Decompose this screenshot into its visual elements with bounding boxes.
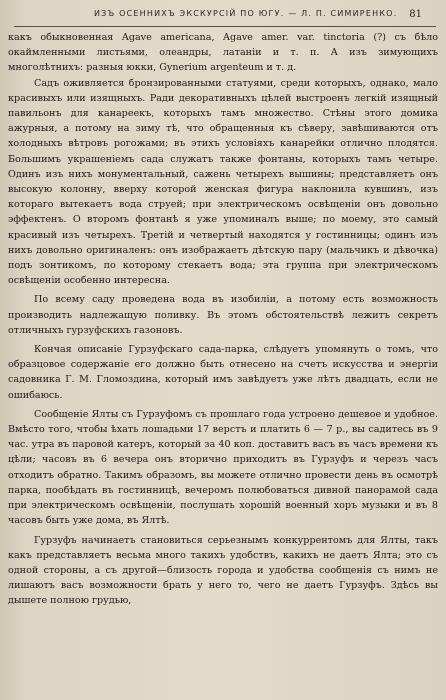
page-number: 81 bbox=[409, 9, 422, 20]
body-text bbox=[8, 30, 438, 696]
running-head: ИЗЪ ОСЕННИХЪ ЭКСКУРСІЙ ПО ЮГУ. — Л. П. СИМИРЕНКО. bbox=[94, 9, 398, 18]
paragraph-5: Сообщеніе Ялты съ Гурзуфомъ съ прошлаго года устроено дешевое и удобное. Вмѣсто того, чтобы ѣхать лошадьми 17 верстъ и платить 6 — 7 р., вы садитесь въ 9 час. утра въ паровой катеръ, который за 40 коп. доставитъ васъ въ часъ времени къ цѣли; часовъ въ 6 вечера онъ вторично приходитъ въ Гурзуфъ и черезъ часъ отходитъ обратно. Такимъ образомъ, вы можете отлично провести день въ осмотрѣ парка, пообѣдать въ гостинницѣ, вечеромъ полюбоваться дивной панорамой сада при электрическомъ освѣщеніи, послушать хорошій военный хоръ музыки и въ 8 часовъ быть уже дома, въ Ялтѣ. bbox=[8, 408, 438, 527]
paragraph-1: какъ обыкновенная Agave americana, Agave amer. var. tinctoria (?) съ бѣло окаймленными листьями, олеандры, латаніи и т. п. А изъ зимующихъ многолѣтнихъ: разныя юкки, Gynerium argenteum и т. д. bbox=[8, 32, 438, 74]
paragraph-4: Кончая описаніе Гурзуфскаго сада-парка, слѣдуетъ упомянуть о томъ, что образцовое содержаніе его должно быть отнесено на счетъ искусства и энергіи садовника Г. М. Гломоздина, который имъ завѣдуетъ уже лѣтъ двадцать, если не ошибаюсь. bbox=[8, 344, 438, 401]
page-header bbox=[14, 6, 436, 27]
paragraph-2: Садъ оживляется бронзированными статуями, среди которыхъ, однако, мало красивыхъ или изящныхъ. Ради декоративныхъ цѣлей выстроенъ легкій изящный павильонъ для канареекъ, которыхъ тамъ множество. Стѣны этого домика ажурныя, а потому на зиму тѣ, что обращенныя къ сѣверу, завѣшиваются отъ холодныхъ вѣтровъ рогожами; въ этихъ условіяхъ канарейки отлично плодятся. Большимъ украшеніемъ сада служатъ также фонтаны, которыхъ тамъ четыре. Одинъ изъ нихъ монументальный, сажень четырехъ вышины; представляетъ онъ высокую колонну, вверху которой женская фигура наклонила кувшинъ, изъ котораго вытекаетъ вода струей; при электрическомъ освѣщеніи онъ довольно эффектенъ. О второмъ фонтанѣ я уже упоминалъ выше; по моему, это самый красивый изъ четырехъ. Третій и четвертый находятся у гостинницы; одинъ изъ нихъ довольно оригиналенъ: онъ изображаетъ дѣтскую пару (мальчикъ и дѣвочка) подъ зонтикомъ, по которому стекаетъ вода; эта группа при электрическомъ освѣщеніи особенно интересна. bbox=[8, 77, 438, 287]
paragraph-6: Гурзуфъ начинаетъ становиться серьезнымъ конкуррентомъ для Ялты, такъ какъ представляетъ весьма много такихъ удобствъ, какихъ не даетъ Ялта; это съ одной стороны, а съ другой—близость города и удобства сообщенія съ нимъ не лишаютъ васъ возможности брать у него то, чего не даетъ Гурзуфъ. Здѣсь вы дышете полною грудью, bbox=[8, 534, 438, 607]
paragraph-3: По всему саду проведена вода въ изобиліи, а потому есть возможность производить надлежащую поливку. Въ этомъ обстоятельствѣ лежитъ секретъ отличныхъ гурзуфскихъ газоновъ. bbox=[8, 294, 438, 336]
